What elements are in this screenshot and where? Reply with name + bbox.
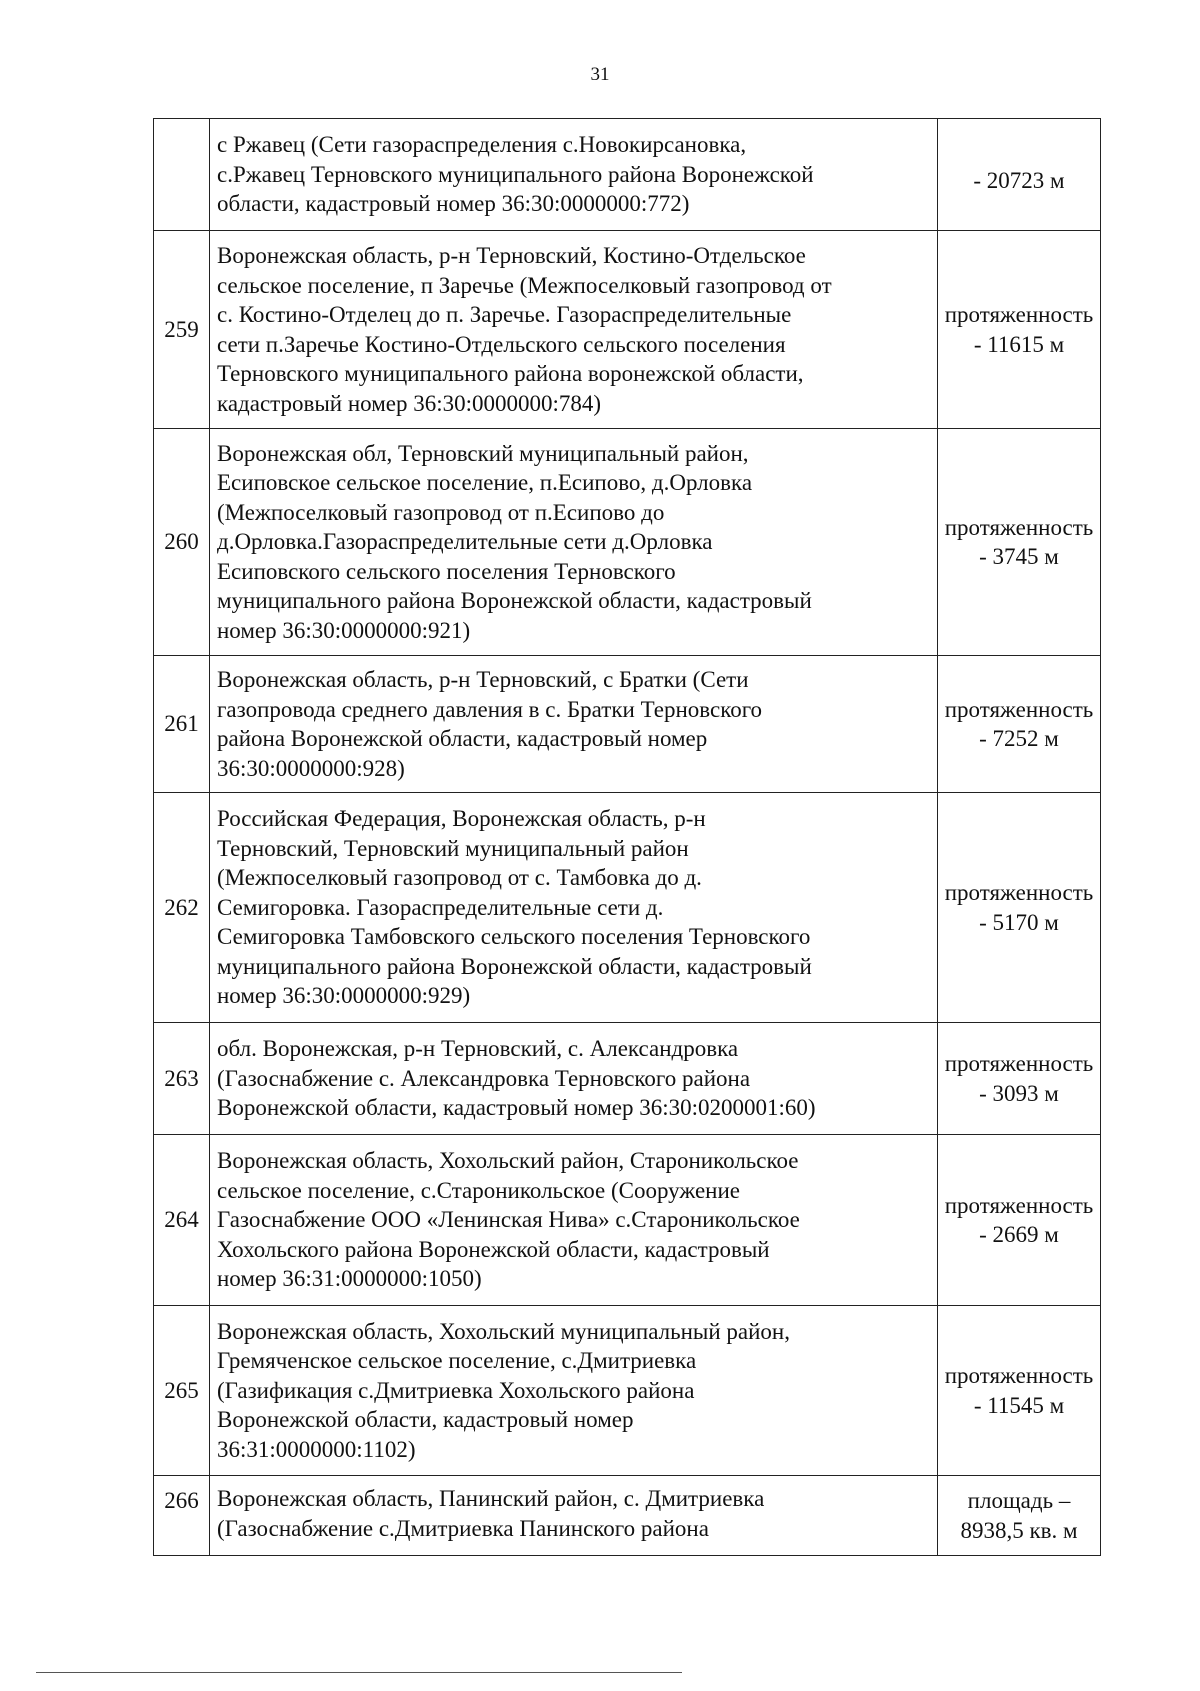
object-size bbox=[938, 429, 1101, 656]
footer-rule bbox=[36, 1672, 682, 1673]
description-line: области, кадастровый номер 36:30:0000000:772) bbox=[217, 191, 690, 217]
size-value: - 7252 м bbox=[979, 726, 1059, 751]
object-size bbox=[938, 656, 1101, 793]
description-line: Воронежская область, Панинский район, с. Дмитриевка bbox=[217, 1486, 765, 1511]
description-line: Семигоровка Тамбовского сельского поселения Терновского bbox=[217, 924, 811, 950]
description-line: Семигоровка. Газораспределительные сети д. bbox=[217, 894, 664, 920]
table-row bbox=[154, 1023, 1101, 1135]
description-line: Терновского муниципального района воронежской области, bbox=[217, 361, 804, 386]
table-row bbox=[154, 656, 1101, 793]
size-label: протяженность bbox=[944, 514, 1094, 540]
size-value: - 5170 м bbox=[979, 909, 1059, 935]
size-label: площадь – bbox=[967, 1488, 1071, 1513]
description-line: с. Костино-Отделец до п. Заречье. Газораспределительные bbox=[217, 302, 792, 327]
description-line: Терновский, Терновский муниципальный район bbox=[217, 835, 689, 861]
description-line: Гремяченское сельское поселение, с.Дмитриевка bbox=[217, 1348, 697, 1374]
row-number: 265 bbox=[154, 1306, 210, 1476]
description-line: Российская Федерация, Воронежская область, р-н bbox=[217, 806, 706, 832]
row-number: 262 bbox=[154, 793, 210, 1023]
description-line: (Межпоселковый газопровод от п.Есипово до bbox=[217, 499, 665, 525]
page-number: 31 bbox=[590, 64, 610, 85]
size-label: протяженность bbox=[944, 880, 1094, 905]
description-line: кадастровый номер 36:30:0000000:784) bbox=[217, 390, 602, 416]
table-row bbox=[154, 793, 1101, 1023]
description-line: (Газоснабжение с. Александровка Терновского района bbox=[217, 1065, 751, 1091]
size-value: - 3093 м bbox=[979, 1080, 1059, 1106]
size-value: - 11545 м bbox=[973, 1392, 1065, 1418]
object-size bbox=[938, 1476, 1101, 1556]
description-line: Есиповское сельское поселение, п.Есипово, д.Орловка bbox=[217, 470, 753, 496]
description-line: 36:30:0000000:928) bbox=[217, 755, 405, 781]
row-number bbox=[154, 119, 210, 231]
size-value: - 11615 м bbox=[973, 331, 1065, 357]
description-line: Воронежская область, Хохольский муниципальный район, bbox=[217, 1318, 790, 1344]
row-number: 261 bbox=[154, 656, 210, 793]
description-line: района Воронежской области, кадастровый номер bbox=[217, 726, 708, 751]
object-description bbox=[210, 1135, 938, 1306]
description-line: обл. Воронежская, р-н Терновский, с. Александровка bbox=[217, 1036, 739, 1062]
object-description bbox=[210, 429, 938, 656]
description-line: с Ржавец (Сети газораспределения с.Новокирсановка, bbox=[217, 132, 747, 158]
table-row bbox=[154, 1476, 1101, 1556]
object-size bbox=[938, 119, 1101, 231]
description-line: Воронежская область, р-н Терновский, с Братки (Сети bbox=[217, 667, 749, 692]
object-description bbox=[210, 656, 938, 793]
size-label: протяженность bbox=[944, 1192, 1094, 1218]
description-line: номер 36:30:0000000:921) bbox=[217, 617, 471, 643]
row-number: 263 bbox=[154, 1023, 210, 1135]
object-size bbox=[938, 1135, 1101, 1306]
size-label: протяженность bbox=[944, 1051, 1094, 1076]
row-number: 264 bbox=[154, 1135, 210, 1306]
object-size bbox=[938, 1023, 1101, 1135]
description-line: (Газификация с.Дмитриевка Хохольского района bbox=[217, 1377, 695, 1403]
table-row bbox=[154, 429, 1101, 656]
object-description bbox=[210, 1023, 938, 1135]
table-row bbox=[154, 119, 1101, 231]
property-registry-table bbox=[153, 118, 1101, 1556]
description-line: сельское поселение, п Заречье (Межпоселковый газопровод от bbox=[217, 272, 832, 298]
description-line: Газоснабжение ООО «Ленинская Нива» с.Староникольское bbox=[217, 1207, 800, 1233]
description-line: газопровода среднего давления в с. Братки Терновского bbox=[217, 696, 763, 722]
object-size bbox=[938, 793, 1101, 1023]
description-line: (Межпоселковый газопровод от с. Тамбовка до д. bbox=[217, 865, 702, 891]
size-label: протяженность bbox=[944, 696, 1094, 722]
size-value: - 2669 м bbox=[979, 1222, 1059, 1247]
object-description bbox=[210, 1476, 938, 1556]
description-line: 36:31:0000000:1102) bbox=[217, 1436, 416, 1462]
table-row bbox=[154, 1306, 1101, 1476]
object-size bbox=[938, 1306, 1101, 1476]
description-line: сети п.Заречье Костино-Отдельского сельского поселения bbox=[217, 331, 786, 357]
description-line: муниципального района Воронежской области, кадастровый bbox=[217, 588, 812, 614]
size-value: 8938,5 кв. м bbox=[960, 1517, 1078, 1543]
size-value: - 3745 м bbox=[979, 544, 1059, 569]
object-description bbox=[210, 119, 938, 231]
description-line: Есиповского сельского поселения Терновского bbox=[217, 558, 676, 584]
description-line: Воронежской области, кадастровый номер bbox=[217, 1407, 634, 1433]
description-line: Воронежская область, р-н Терновский, Костино-Отдельское bbox=[217, 243, 806, 268]
object-description bbox=[210, 793, 938, 1023]
row-number: 260 bbox=[154, 429, 210, 656]
object-description bbox=[210, 1306, 938, 1476]
size-value: - 20723 м bbox=[973, 167, 1065, 193]
description-line: Воронежская обл, Терновский муниципальный район, bbox=[217, 440, 749, 466]
object-size bbox=[938, 231, 1101, 429]
description-line: (Газоснабжение с.Дмитриевка Панинского района bbox=[217, 1515, 709, 1541]
description-line: д.Орловка.Газораспределительные сети д.Орловка bbox=[217, 529, 713, 555]
table-row bbox=[154, 231, 1101, 429]
description-line: сельское поселение, с.Староникольское (Сооружение bbox=[217, 1177, 741, 1203]
description-line: Воронежской области, кадастровый номер 36:30:0200001:60) bbox=[217, 1095, 816, 1121]
row-number: 259 bbox=[154, 231, 210, 429]
table-row bbox=[154, 1135, 1101, 1306]
description-line: Хохольского района Воронежской области, кадастровый bbox=[217, 1236, 770, 1262]
row-number: 266 bbox=[154, 1476, 210, 1556]
description-line: муниципального района Воронежской области, кадастровый bbox=[217, 953, 812, 979]
description-line: номер 36:30:0000000:929) bbox=[217, 983, 471, 1009]
description-line: с.Ржавец Терновского муниципального района Воронежской bbox=[217, 161, 814, 187]
size-label: протяженность bbox=[944, 1363, 1094, 1388]
size-label: протяженность bbox=[944, 302, 1094, 327]
description-line: номер 36:31:0000000:1050) bbox=[217, 1266, 482, 1292]
object-description bbox=[210, 231, 938, 429]
description-line: Воронежская область, Хохольский район, Староникольское bbox=[217, 1148, 799, 1174]
